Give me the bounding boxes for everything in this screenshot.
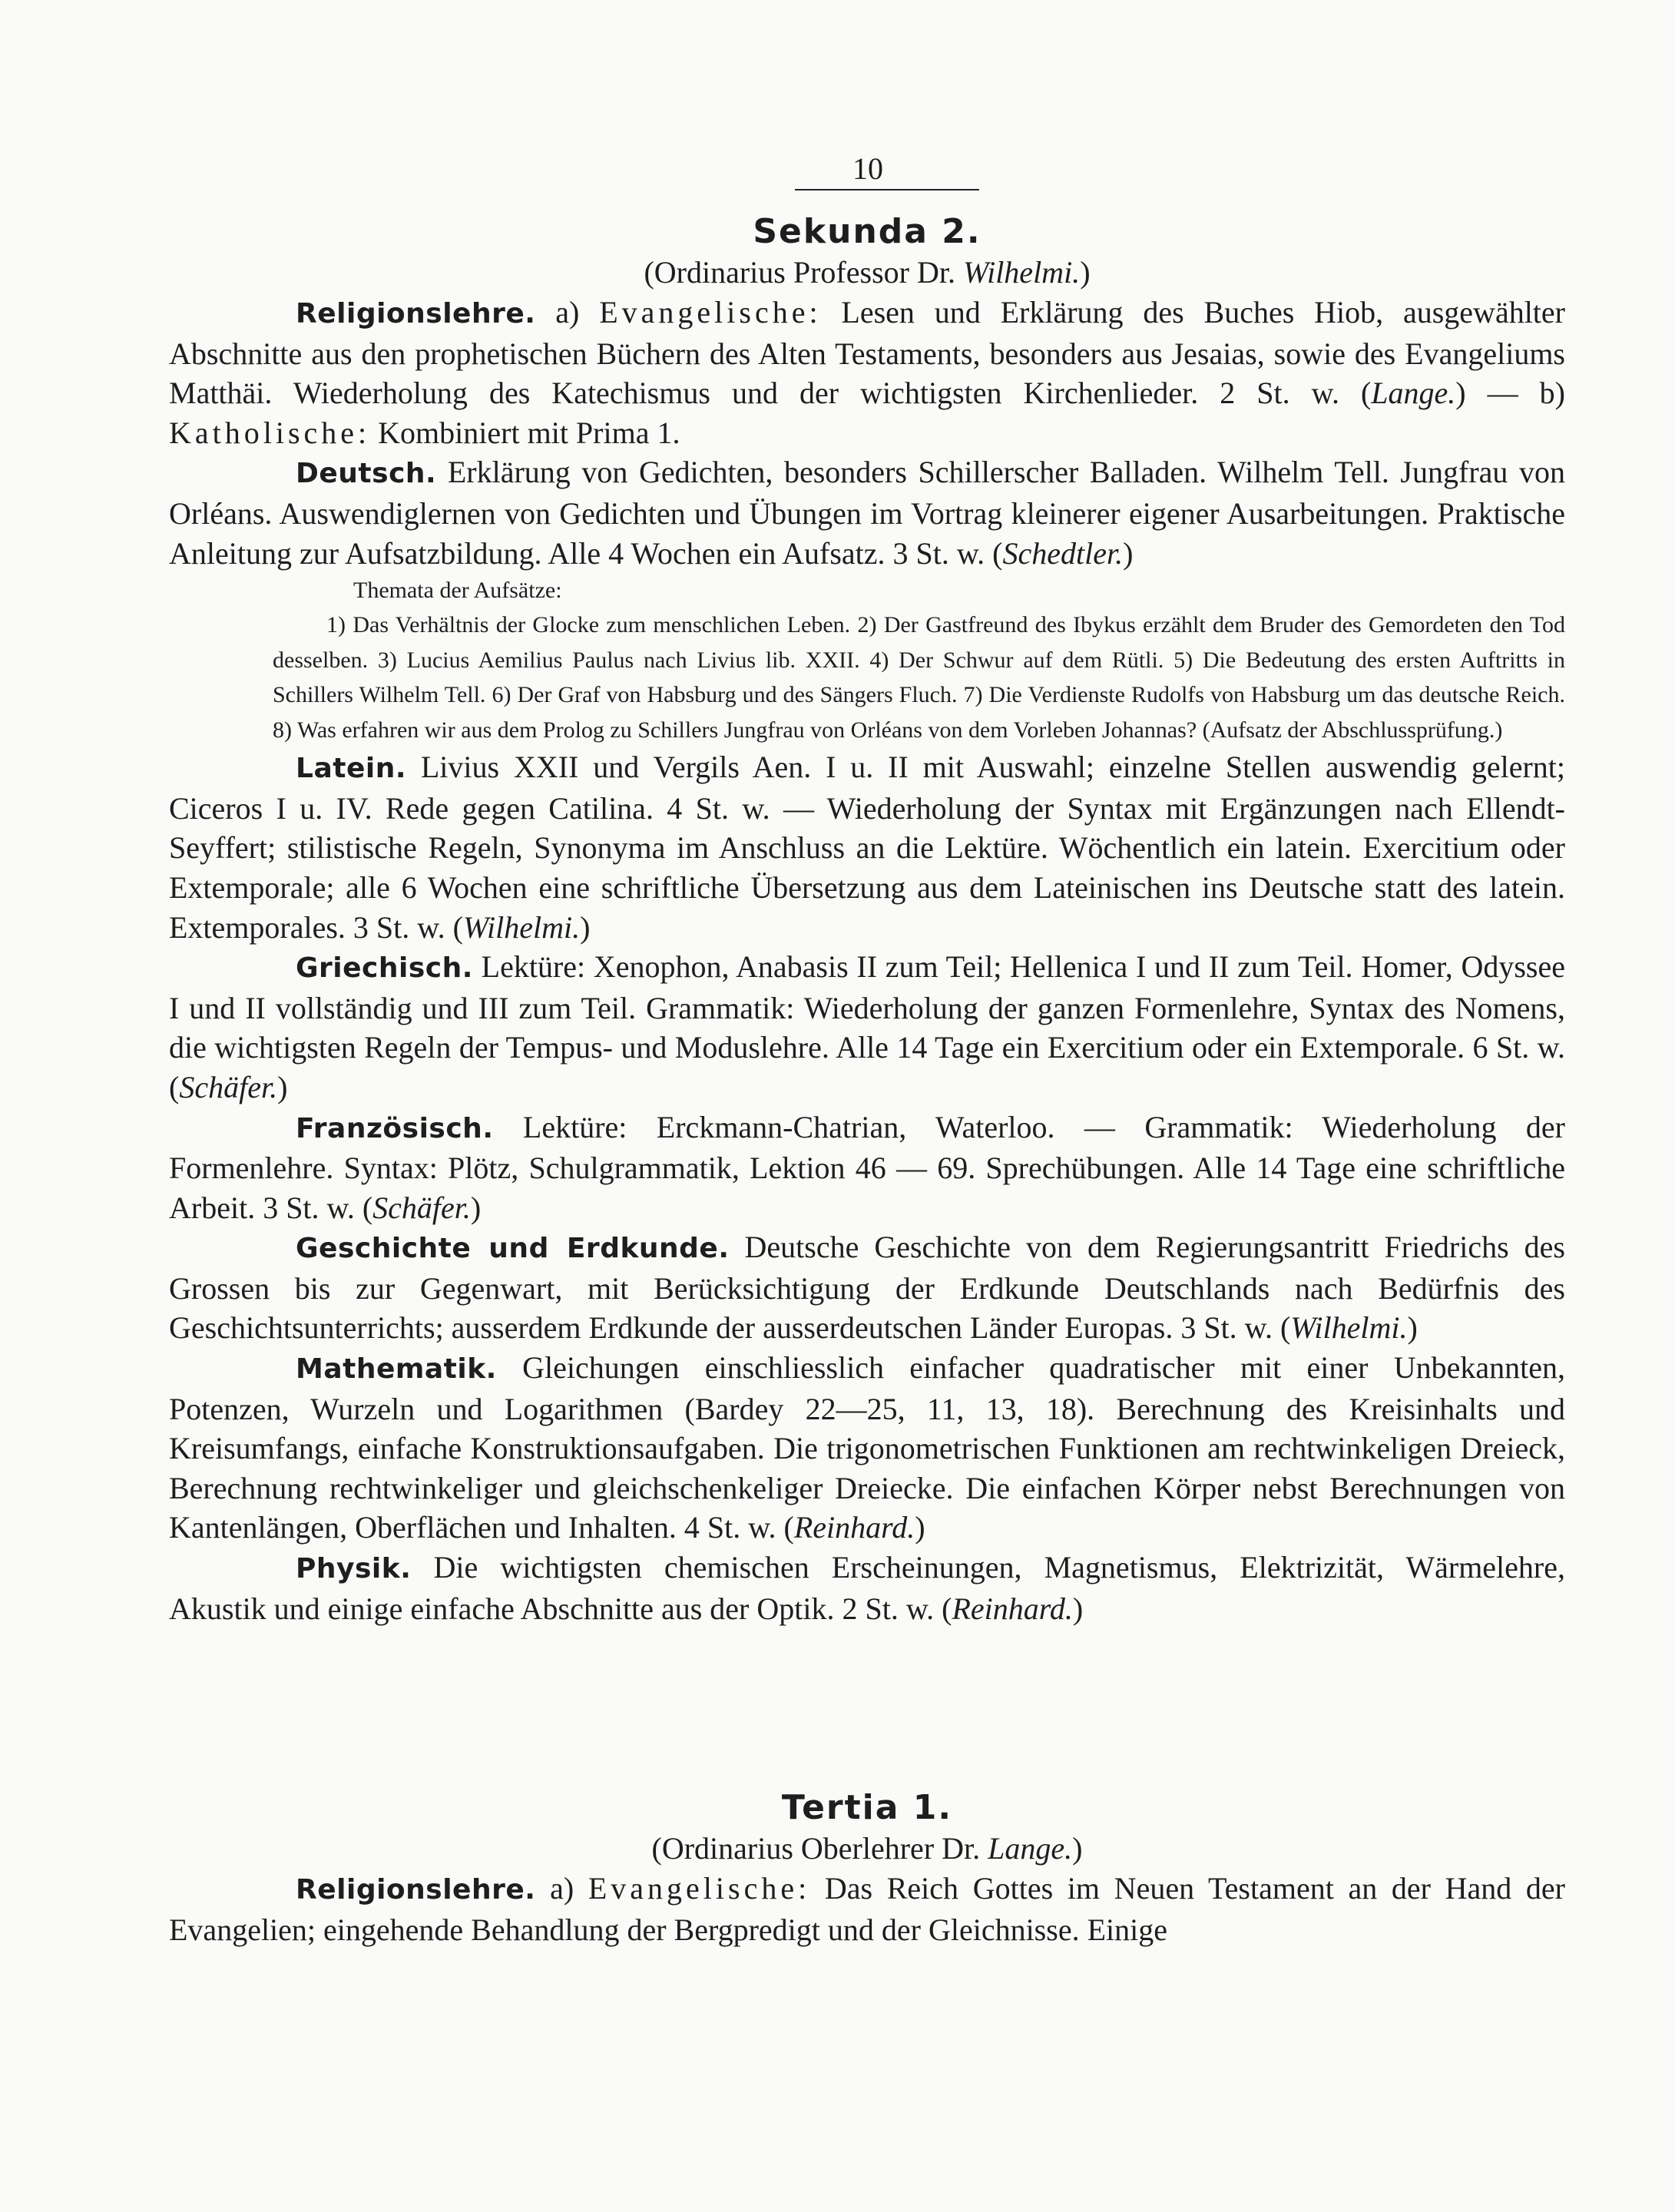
themata-list: 1) Das Verhältnis der Glocke zum menschlichen Leben. 2) Der Gastfreund des Ibykus erzählt dem Bruder des Gemordeten den Tod desselben. 3) Lucius Aemilius Paulus nach Livius lib. XXII. 4) Der Schwur auf dem Rütli. 5) Die Bedeutung des ersten Auftritts in Schillers Wilhelm Tell. 6) Der Graf von Habsburg und des Sängers Fluch. 7) Die Verdienste Rudolfs von Habsburg um das deutsche Reich. 8) Was erfahren wir aus dem Prolog zu Schillers Jungfrau von Orléans von dem Vorleben Johannas? (Aufsatz der Abschlussprüfung.) bbox=[273, 612, 1565, 743]
subject-franzoesisch: Französisch. Lektüre: Erckmann-Chatrian, Waterloo. — Grammatik: Wiederholung der Formenlehre. Syntax: Plötz, Schulgrammatik, Lektion 46 — 69. Sprechübungen. Alle 14 Tage eine schriftliche Arbeit. 3 St. w. (Schäfer.) bbox=[169, 1109, 1565, 1225]
teacher-name: Schäfer. bbox=[372, 1190, 471, 1225]
subject-religion: Religionslehre. a) Evangelische: Das Reich Gottes im Neuen Testament an der Hand der Evangelien; eingehende Behandlung der Bergpredigt und der Gleichnisse. Einige bbox=[169, 1871, 1565, 1947]
subject-geschichte: Geschichte und Erdkunde. Deutsche Geschichte von dem Regierungsantritt Friedrichs des Grossen bis zur Gegenwart, mit Berücksichtigung der Erdkunde Deutschlands nach Bedürfnis des Geschichtsunterrichts; ausserdem Erdkunde der ausserdeutschen Länder Europas. 3 St. w. (Wilhelmi.) bbox=[169, 1230, 1565, 1346]
themata-title: Themata der Aufsätze: bbox=[353, 578, 562, 604]
section-tertia-1 bbox=[169, 1787, 1565, 1949]
teacher-name: Reinhard. bbox=[793, 1510, 915, 1545]
subject-label: Mathematik. bbox=[296, 1353, 497, 1386]
section-ordinarius: (Ordinarius Professor Dr. Wilhelmi.) bbox=[644, 255, 1091, 290]
subject-label: Physik. bbox=[296, 1553, 412, 1585]
subject-label: Religionslehre. bbox=[296, 298, 536, 329]
section-sekunda-2 bbox=[169, 211, 1565, 1628]
subject-deutsch: Deutsch. Erklärung von Gedichten, besonders Schillerscher Balladen. Wilhelm Tell. Jungfrau von Orléans. Auswendiglernen von Gedichten und Übungen im Vortrag kleinerer eigener Ausarbeitungen. Praktische Anleitung zur Aufsatzbildung. Alle 4 Wochen ein Aufsatz. 3 St. w. (Schedtler.) bbox=[169, 455, 1565, 571]
teacher-name: Wilhelmi. bbox=[1290, 1310, 1408, 1346]
subject-latein: Latein. Livius XXII und Vergils Aen. I u. II mit Auswahl; einzelne Stellen auswendig gelernt; Ciceros I u. IV. Rede gegen Catilina. 4 St. w. — Wiederholung der Syntax mit Ergänzungen nach Ellendt-Seyffert; stilistische Regeln, Synonyma im Anschluss an die Lektüre. Wöchentlich ein latein. Exercitium oder Extemporale; alle 6 Wochen eine schriftliche Übersetzung aus dem Lateinischen ins Deutsche statt des latein. Extemporales. 3 St. w. (Wilhelmi.) bbox=[169, 750, 1565, 945]
subject-label: Griechisch. bbox=[296, 952, 473, 985]
subject-label: Latein. bbox=[296, 753, 407, 785]
teacher-name: Wilhelmi. bbox=[962, 255, 1081, 290]
teacher-name: Wilhelmi. bbox=[462, 909, 581, 945]
subject-physik: Physik. Die wichtigsten chemischen Erscheinungen, Magnetismus, Elektrizität, Wärmelehre, Akustik und einige einfache Abschnitte aus der Optik. 2 St. w. (Reinhard.) bbox=[169, 1550, 1565, 1626]
subject-label: Französisch. bbox=[296, 1112, 494, 1144]
header-rule bbox=[795, 189, 979, 190]
subject-mathematik: Mathematik. Gleichungen einschliesslich einfacher quadratischer mit einer Unbekannten, Potenzen, Wurzeln und Logarithmen (Bardey 22—25, 11, 13, 18). Berechnung des Kreisinhalts und Kreisumfangs, einfache Konstruktionsaufgaben. Die trigonometrischen Funktionen am rechtwinkeligen Dreieck, Berechnung rechtwinkeliger und gleichschenkeliger Dreiecke. Die einfachen Körper nebst Berechnungen von Kantenlängen, Oberflächen und Inhalten. 4 St. w. (Reinhard.) bbox=[169, 1350, 1565, 1545]
page-number: 10 bbox=[852, 151, 883, 186]
teacher-name: Lange. bbox=[988, 1831, 1073, 1866]
section-ordinarius: (Ordinarius Oberlehrer Dr. Lange.) bbox=[651, 1831, 1083, 1866]
subject-label: Geschichte und Erdkunde. bbox=[296, 1233, 730, 1265]
section-title: Sekunda 2. bbox=[753, 212, 981, 251]
subject-label: Deutsch. bbox=[296, 458, 437, 490]
section-title: Tertia 1. bbox=[781, 1788, 953, 1827]
subject-religion: Religionslehre. a) Evangelische: Lesen und Erklärung des Buches Hiob, ausgewählter Abschnitte aus den prophetischen Büchern des Alten Testaments, besonders aus Jesaias, sowie des Evangeliums Matthäi. Wiederholung des Katechismus und der wichtigsten Kirchenlieder. 2 St. w. (Lange.) — b) Katholische: Kombiniert mit Prima 1. bbox=[169, 295, 1565, 450]
teacher-name: Schedtler. bbox=[1002, 535, 1124, 571]
teacher-name: Schäfer. bbox=[179, 1069, 278, 1104]
subject-griechisch: Griechisch. Lektüre: Xenophon, Anabasis II zum Teil; Hellenica I und II zum Teil. Homer, Odyssee I und II vollständig und III zum Teil. Grammatik: Wiederholung der ganzen Formenlehre, Syntax des Nomens, die wichtigsten Regeln der Tempus- und Moduslehre. Alle 14 Tage ein Exercitium oder ein Extemporale. 6 St. w. (Schäfer.) bbox=[169, 949, 1565, 1104]
teacher-name: Lange. bbox=[1371, 376, 1456, 411]
subject-label: Religionslehre. bbox=[296, 1874, 536, 1906]
teacher-name: Reinhard. bbox=[952, 1591, 1073, 1626]
